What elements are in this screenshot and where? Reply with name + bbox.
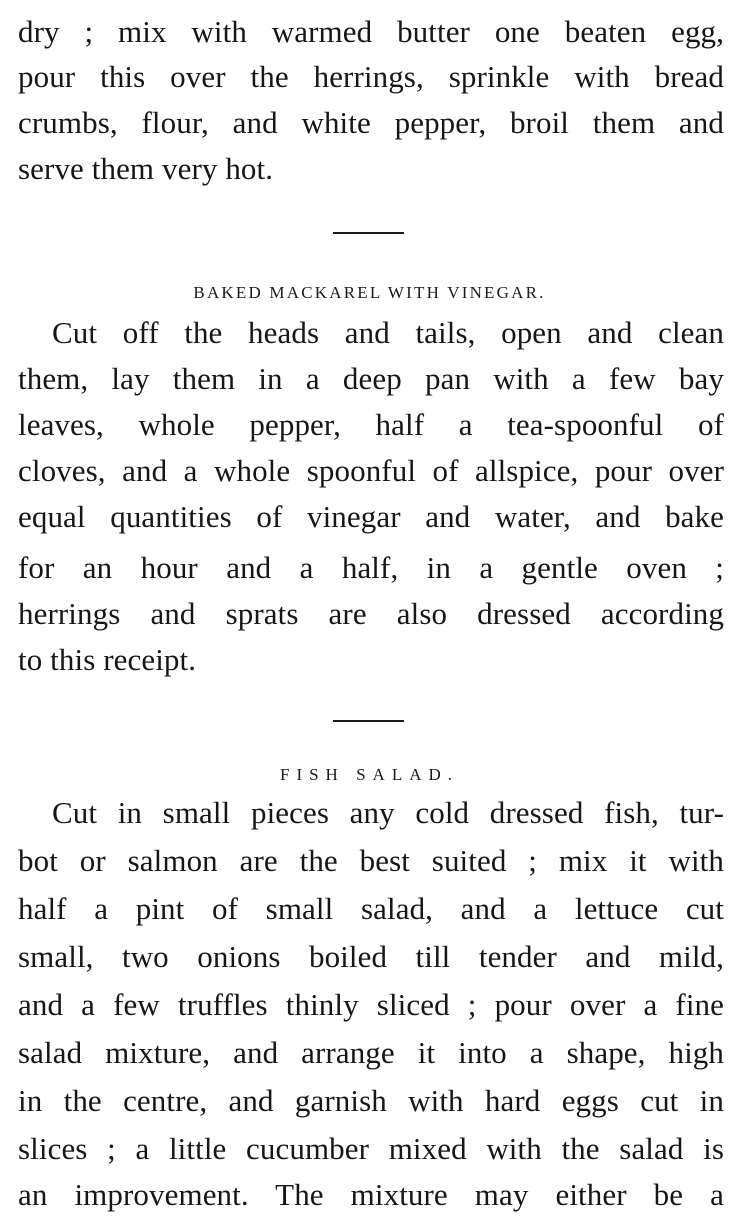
section-divider bbox=[333, 232, 404, 234]
body-text-line: Cut in small pieces any cold dressed fish, tur- bbox=[52, 795, 724, 830]
body-text-line: small, two onions boiled till tender and mild, bbox=[18, 939, 724, 974]
body-text-line: dry ; mix with warmed butter one beaten egg, bbox=[18, 14, 724, 49]
section-heading: FISH SALAD. bbox=[279, 765, 460, 784]
body-text-line: for an hour and a half, in a gentle oven ; bbox=[18, 550, 724, 585]
body-text-line: slices ; a little cucumber mixed with the salad is bbox=[18, 1131, 724, 1166]
body-text-line: equal quantities of vinegar and water, and bake bbox=[18, 499, 724, 534]
body-text-line: cloves, and a whole spoonful of allspice, pour over bbox=[18, 453, 724, 488]
body-text-line: serve them very hot. bbox=[18, 151, 274, 186]
body-text-line: herrings and sprats are also dressed according bbox=[18, 596, 724, 631]
body-text-line: leaves, whole pepper, half a tea-spoonful of bbox=[18, 407, 724, 442]
body-text-line: salad mixture, and arrange it into a shape, high bbox=[18, 1035, 724, 1070]
section-divider bbox=[333, 720, 404, 722]
section-heading: BAKED MACKAREL WITH VINEGAR. bbox=[193, 283, 546, 302]
body-text-line: to this receipt. bbox=[18, 642, 197, 677]
body-text-line: half a pint of small salad, and a lettuce cut bbox=[18, 891, 724, 926]
body-text-line: Cut off the heads and tails, open and clean bbox=[52, 315, 724, 350]
body-text-line: them, lay them in a deep pan with a few bay bbox=[18, 361, 724, 396]
body-text-line: an improvement. The mixture may either be a bbox=[18, 1177, 724, 1212]
body-text-line: in the centre, and garnish with hard eggs cut in bbox=[18, 1083, 724, 1118]
body-text-line: pour this over the herrings, sprinkle with bread bbox=[18, 59, 724, 94]
body-text-line: bot or salmon are the best suited ; mix it with bbox=[18, 843, 724, 878]
body-text-line: crumbs, flour, and white pepper, broil them and bbox=[18, 105, 724, 140]
body-text-line: and a few truffles thinly sliced ; pour over a fine bbox=[18, 987, 724, 1022]
